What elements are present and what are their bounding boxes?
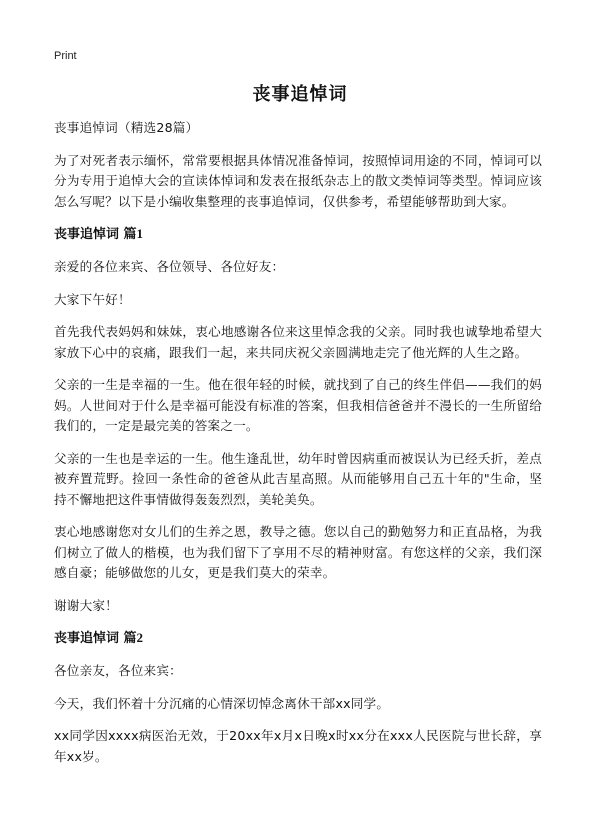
paragraph: 亲爱的各位来宾、各位领导、各位好友： [54, 259, 285, 274]
paragraph: 衷心地感谢您对女儿们的生养之恩，教导之德。您以自己的勤勉努力和正直品格，为我们树立了做人的楷模，也为我们留下了享用不尽的精神财富。有您这样的父亲，我们深感自豪；能够做您的儿女，更是我们莫大的荣幸。 [54, 524, 542, 580]
document-body [54, 118, 542, 779]
intro-subtitle: 丧事追悼词（精选28篇） [54, 120, 199, 135]
paragraph: 大家下午好！ [54, 291, 131, 307]
section-heading [54, 628, 542, 649]
section-heading-number: 1 [136, 226, 144, 241]
section-heading-text: 丧事追悼词 篇 [54, 631, 137, 646]
paragraph: 谢谢大家！ [54, 597, 118, 613]
section-heading [54, 224, 542, 245]
document-title: 丧事追悼词 [252, 84, 348, 105]
section-heading-number: 2 [136, 630, 144, 645]
intro-paragraph: 为了对死者表示缅怀，常常要根据具体情况准备悼词，按照悼词用途的不同，悼词可以分为专用于追悼大会的宣读体悼词和发表在报纸杂志上的散文类悼词等类型。悼词应该怎么写呢？以下是小编收集整理的丧事追悼词，仅供参考，希望能够帮助到大家。 [54, 152, 542, 209]
paragraph: 父亲的一生也是幸运的一生。他生逢乱世，幼年时曾因病重而被误认为已经夭折，差点被弃置荒野。捡回一条性命的爸爸从此吉星高照。从而能够用自己五十年的"生命，坚持不懈地把这件事情做得轰轰烈烈，美轮美奂。 [54, 450, 542, 507]
paragraph: 各位亲友，各位来宾： [54, 663, 182, 678]
section-heading-text: 丧事追悼词 篇 [54, 227, 137, 242]
paragraph: 首先我代表妈妈和妹妹，衷心地感谢各位来这里悼念我的父亲。同时我也诚挚地希望大家放下心中的哀痛，跟我们一起，来共同庆祝父亲圆满地走完了他光辉的人生之路。 [54, 324, 542, 360]
paragraph: 今天，我们怀着十分沉痛的心情深切悼念离休干部xx同学。 [54, 695, 390, 711]
paragraph: xx同学因xxxx病医治无效，于20xx年x月x日晚x时xx分在xxx人民医院与世长辞，享年xx岁。 [54, 728, 542, 764]
paragraph: 父亲的一生是幸福的一生。他在很年轻的时候，就找到了自己的终生伴侣——我们的妈妈。人世间对于什么是幸福可能没有标准的答案，但我相信爸爸并不漫长的一生所留给我们的，一定是最完美的答案之一。 [54, 377, 542, 433]
print-label: Print [54, 50, 77, 62]
